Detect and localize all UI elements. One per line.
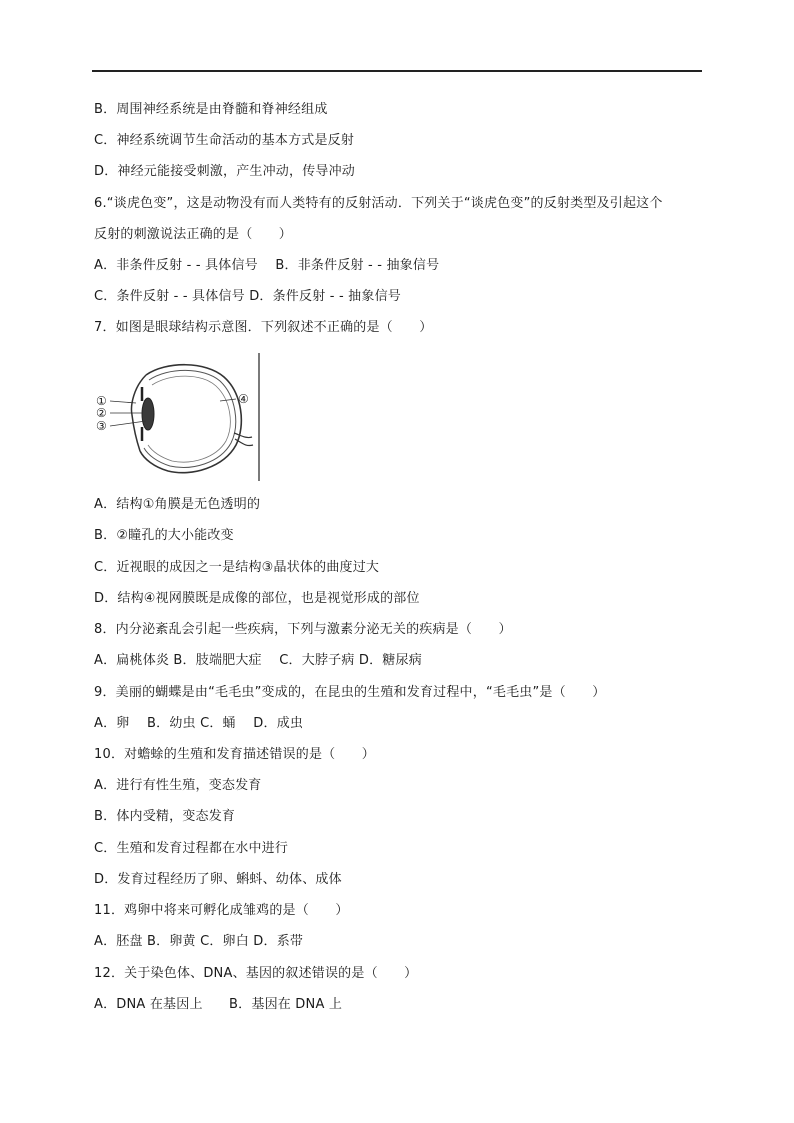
q7-option-b: B．②瞳孔的大小能改变 (94, 528, 234, 543)
label-4: ④ (238, 392, 249, 406)
label-2: ② (96, 406, 107, 420)
q10-option-c: C．生殖和发育过程都在水中进行 (94, 841, 289, 856)
q5-option-b: B．周围神经系统是由脊髓和脊神经组成 (94, 102, 328, 117)
pointer-4 (220, 399, 236, 401)
q10-option-b: B．体内受精，变态发育 (94, 809, 236, 824)
q6-stem-line2: 反射的刺激说法正确的是（ ） (94, 227, 293, 242)
q7-option-a: A．结构①角膜是无色透明的 (94, 497, 261, 512)
q11-options: A．胚盘 B．卵黄 C．卵白 D．系带 (94, 934, 304, 949)
q8-stem: 8．内分泌紊乱会引起一些疾病，下列与激素分泌无关的疾病是（ ） (94, 622, 512, 637)
q6-stem-line1: 6.“谈虎色变”，这是动物没有而人类特有的反射活动．下列关于“谈虎色变”的反射类型及引起这个 (94, 196, 663, 211)
retina-outline (148, 376, 230, 462)
pointer-3 (110, 421, 146, 426)
q9-stem: 9．美丽的蝴蝶是由“毛毛虫”变成的，在昆虫的生殖和发育过程中，“毛毛虫”是（ ） (94, 685, 606, 700)
q12-options-ab: A．DNA 在基因上 B．基因在 DNA 上 (94, 997, 343, 1012)
lens-shape (142, 398, 154, 430)
label-1: ① (96, 394, 107, 408)
q5-option-c: C．神经系统调节生命活动的基本方式是反射 (94, 133, 355, 148)
q11-stem: 11．鸡卵中将来可孵化成雏鸡的是（ ） (94, 903, 349, 918)
q6-options-ab: A．非条件反射 - - 具体信号 B．非条件反射 - - 抽象信号 (94, 258, 440, 273)
q6-options-cd: C．条件反射 - - 具体信号 D．条件反射 - - 抽象信号 (94, 289, 401, 304)
eye-structure-figure (96, 353, 266, 481)
q12-stem: 12．关于染色体、DNA、基因的叙述错误的是（ ） (94, 966, 418, 981)
choroid-outline (144, 370, 236, 467)
sclera-outline (140, 365, 241, 473)
q10-stem: 10．对蟾蜍的生殖和发育描述错误的是（ ） (94, 747, 375, 762)
q10-option-d: D．发育过程经历了卵、蝌蚪、幼体、成体 (94, 872, 342, 887)
q5-option-d: D．神经元能接受刺激，产生冲动，传导冲动 (94, 164, 356, 179)
q9-options: A．卵 B．幼虫 C．蛹 D．成虫 (94, 716, 304, 731)
q7-option-d: D．结构④视网膜既是成像的部位，也是视觉形成的部位 (94, 591, 420, 606)
q7-option-c: C．近视眼的成因之一是结构③晶状体的曲度过大 (94, 560, 380, 575)
q8-options: A．扁桃体炎 B．肢端肥大症 C．大脖子病 D．糖尿病 (94, 653, 422, 668)
header-rule (92, 70, 702, 72)
label-3: ③ (96, 419, 107, 433)
q7-stem: 7．如图是眼球结构示意图．下列叙述不正确的是（ ） (94, 320, 433, 335)
q10-option-a: A．进行有性生殖，变态发育 (94, 778, 262, 793)
